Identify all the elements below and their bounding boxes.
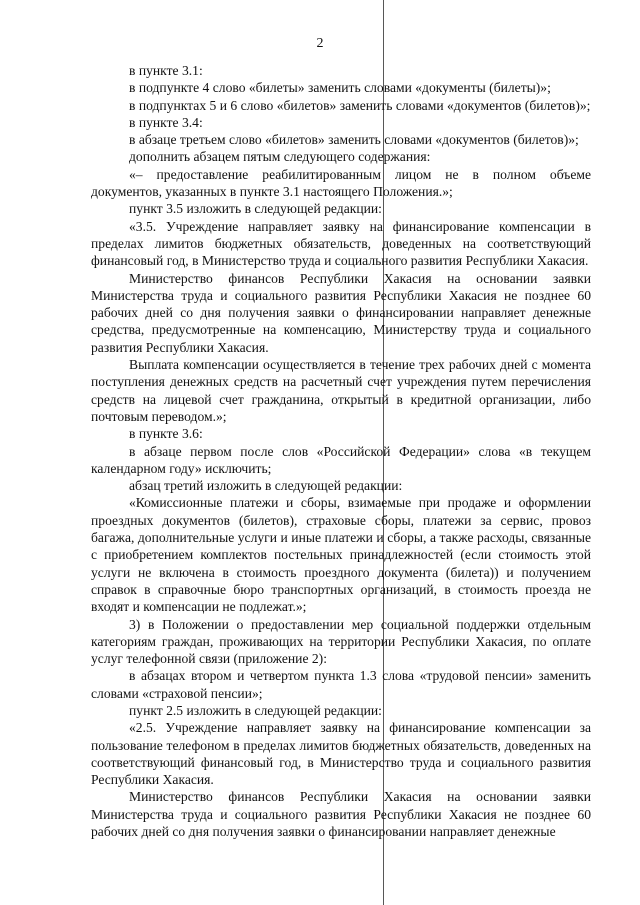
paragraph: Выплата компенсации осуществляется в течение трех рабочих дней с момента поступления денежных средств на расчетный счет учреждения путем перечисления средств на лицевой счет гражданина, открытый в кредитной организации, либо почтовым переводом.»; — [91, 357, 591, 424]
paragraph: Министерство финансов Республики Хакасия на основании заявки Министерства труда и социального развития Республики Хакасия не позднее 60 рабочих дней со дня получения заявки о финансировании направляет денежные — [91, 789, 591, 840]
paragraph: «Комиссионные платежи и сборы, взимаемые при продаже и оформлении проездных документов (билетов), страховые сборы, платежи за сервис, провоз багажа, дополнительные услуги и иные платежи и сборы, а также расходы, связанные с приобретением комплектов постельных принадлежностей (если стоимость этой услуги не включена в стоимость проездного документа (билета)) и получением справок в справочные бюро транспортных организаций, в стоимость проезда не входят и компенсации не подлежат.»; — [91, 495, 591, 615]
paragraph: в пункте 3.4: — [129, 114, 203, 130]
paragraph: в подпункте 4 слово «билеты» заменить словами «документы (билеты)»; — [129, 80, 551, 96]
page-number: 2 — [316, 36, 324, 51]
paragraph: 3) в Положении о предоставлении мер социальной поддержки отдельным категориям граждан, проживающих на территории Республики Хакасия, по оплате услуг телефонной связи (приложение 2): — [91, 616, 591, 667]
paragraph: «– предоставление реабилитированным лицом не в полном объеме документов, указанных в пункте 3.1 настоящего Положения.»; — [91, 166, 591, 200]
paragraph: в пункте 3.6: — [129, 426, 203, 442]
paragraph: пункт 2.5 изложить в следующей редакции: — [129, 702, 382, 718]
paragraph: «3.5. Учреждение направляет заявку на финансирование компенсации в пределах лимитов бюджетных обязательств, доведенных на соответствующий финансовый год, в Министерство труда и социального развития Республики Хакасия. — [91, 218, 591, 269]
paragraph: в абзаце первом после слов «Российской Федерации» слова «в текущем календарном году» исключить; — [91, 443, 591, 476]
paragraph: в абзацах втором и четвертом пункта 1.3 слова «трудовой пенсии» заменить словами «страховой пенсии»; — [91, 668, 591, 701]
paragraph: Министерство финансов Республики Хакасия на основании заявки Министерства труда и социального развития Республики Хакасия не позднее 60 рабочих дней со дня получения заявки о финансировании направляет денежные средства, предусмотренные на компенсацию, Министерству труда и социального развития Республики Хакасия. — [91, 270, 591, 355]
paragraph: в абзаце третьем слово «билетов» заменить словами «документов (билетов)»; — [129, 132, 579, 148]
paragraph: абзац третий изложить в следующей редакции: — [129, 478, 403, 494]
paragraph: в пункте 3.1: — [129, 63, 203, 78]
paragraph: «2.5. Учреждение направляет заявку на финансирование компенсации за пользование телефоном в пределах лимитов бюджетных обязательств, доведенных на соответствующий финансовый год, в Министерство труда и социального развития Республики Хакасия. — [91, 720, 591, 788]
document-body — [91, 62, 591, 840]
paragraph: пункт 3.5 изложить в следующей редакции: — [129, 201, 382, 217]
paragraph: дополнить абзацем пятым следующего содержания: — [129, 149, 431, 165]
paragraph: в подпунктах 5 и 6 слово «билетов» заменить словами «документов (билетов)»; — [129, 97, 591, 113]
